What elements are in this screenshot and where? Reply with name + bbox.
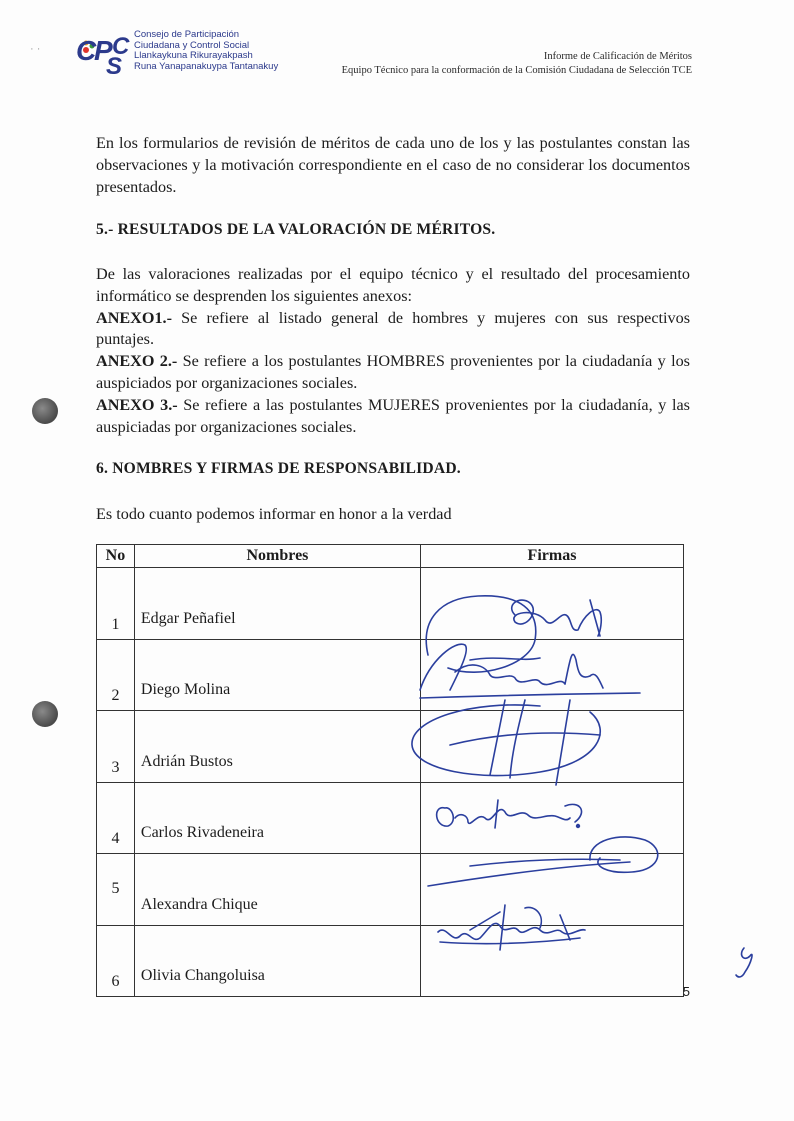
- document-header: [342, 50, 692, 78]
- signature-cell: [420, 568, 683, 640]
- svg-text:C: C: [76, 35, 97, 66]
- table-row: [97, 568, 684, 640]
- row-number: 5: [97, 854, 135, 926]
- organization-name: [134, 30, 278, 72]
- table-row: [97, 782, 684, 854]
- signer-name: Carlos Rivadeneira: [134, 782, 420, 854]
- document-title: Informe de Calificación de Méritos: [543, 51, 692, 62]
- svg-text:S: S: [106, 53, 123, 80]
- signer-name: Alexandra Chique: [134, 854, 420, 926]
- signature-cell: [420, 782, 683, 854]
- signer-name: Diego Molina: [134, 639, 420, 711]
- row-number: 2: [97, 639, 135, 711]
- signer-name: Adrián Bustos: [134, 711, 420, 783]
- annex3-text: Se refiere a las postulantes MUJERES provenientes por la ciudadanía, y las auspiciadas por organizaciones sociales.: [96, 395, 690, 436]
- column-header-no: No: [97, 545, 135, 568]
- org-line: Ciudadana y Control Social: [134, 39, 250, 51]
- column-header-names: Nombres: [134, 545, 420, 568]
- row-number: 6: [97, 925, 135, 997]
- document-subtitle: Equipo Técnico para la conformación de la Comisión Ciudadana de Selección TCE: [341, 65, 692, 76]
- row-number: 1: [97, 568, 135, 640]
- table-row: [97, 854, 684, 926]
- svg-text:P: P: [94, 35, 113, 66]
- svg-text:· ·: · ·: [30, 43, 41, 55]
- annex2-label: ANEXO 2.-: [96, 352, 178, 371]
- annex3-label: ANEXO 3.-: [96, 395, 178, 414]
- annex1-label: ANEXO1.-: [96, 308, 172, 327]
- margin-initial-mark: [736, 948, 752, 977]
- org-line: Llankaykuna Rikurayakpash: [134, 50, 253, 61]
- section5-text: De las valoraciones realizadas por el equipo técnico y el resultado del procesamiento informático se desprenden los siguientes anexos:: [96, 265, 690, 305]
- section6-heading: 6. NOMBRES Y FIRMAS DE RESPONSABILIDAD.: [96, 460, 461, 477]
- cpccs-logo-mark-icon: [28, 20, 138, 82]
- signature-cell: [420, 925, 683, 997]
- signer-name: Olivia Changoluisa: [134, 925, 420, 997]
- org-line: Runa Yanapanakuypa Tantanakuy: [134, 60, 279, 72]
- section5-paragraph: [96, 264, 690, 438]
- signature-cell: [420, 639, 683, 711]
- punch-hole-icon: [32, 398, 58, 424]
- row-number: 3: [97, 711, 135, 783]
- svg-text:C: C: [112, 33, 130, 60]
- signature-table: [96, 544, 684, 997]
- table-row: [97, 925, 684, 997]
- section5-heading: 5.- RESULTADOS DE LA VALORACIÓN DE MÉRITOS.: [96, 221, 496, 238]
- row-number: 4: [97, 782, 135, 854]
- closing-statement: Es todo cuanto podemos informar en honor a la verdad: [96, 505, 452, 523]
- punch-hole-icon: [32, 701, 58, 727]
- organization-logo: [28, 20, 278, 82]
- intro-paragraph: En los formularios de revisión de méritos de cada uno de los y las postulantes constan las observaciones y la motivación correspondiente en el caso de no considerar los documentos presentados.: [96, 134, 690, 196]
- table-header-row: [97, 545, 684, 568]
- org-line: Consejo de Participación: [134, 29, 240, 40]
- page-number: 5: [682, 984, 690, 999]
- annex2-text: Se refiere a los postulantes HOMBRES provenientes por la ciudadanía y los auspiciados por organizaciones sociales.: [96, 352, 690, 392]
- signature-cell: [420, 711, 683, 783]
- annex1-text: Se refiere al listado general de hombres y mujeres con sus respectivos puntajes.: [96, 308, 690, 349]
- table-row: [97, 711, 684, 783]
- column-header-signatures: Firmas: [420, 545, 683, 568]
- signer-name: Edgar Peñafiel: [134, 568, 420, 640]
- table-row: [97, 639, 684, 711]
- signature-cell: [420, 854, 683, 926]
